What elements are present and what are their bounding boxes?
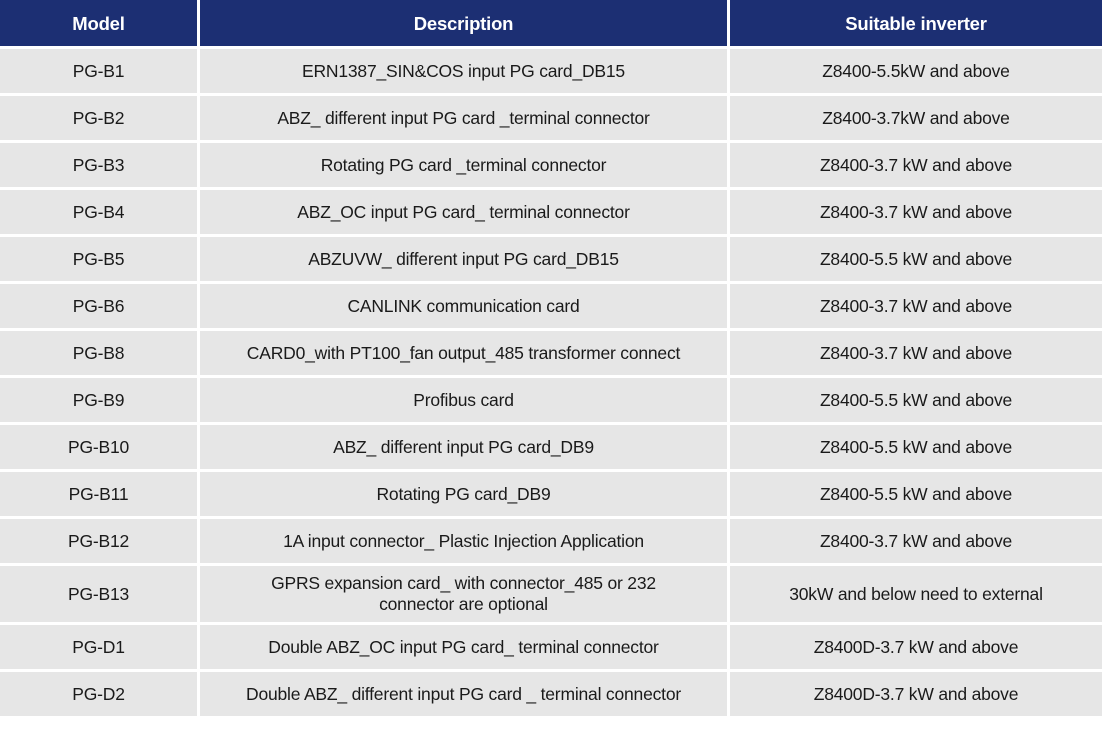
header-model: Model	[0, 0, 197, 46]
table-row	[0, 472, 1102, 519]
description-line	[271, 573, 656, 615]
table-row	[0, 237, 1102, 284]
table-header-row	[0, 0, 1102, 49]
model-cell: PG-B1	[0, 49, 197, 93]
description-cell: Rotating PG card_DB9	[200, 472, 727, 516]
description-cell: ABZ_ different input PG card _terminal connector	[200, 96, 727, 140]
table-row	[0, 672, 1102, 719]
inverter-cell: Z8400-5.5 kW and above	[730, 378, 1102, 422]
inverter-cell: Z8400-3.7 kW and above	[730, 143, 1102, 187]
model-cell: PG-B12	[0, 519, 197, 563]
inverter-cell: Z8400-3.7 kW and above	[730, 284, 1102, 328]
model-cell: PG-B6	[0, 284, 197, 328]
table-row	[0, 190, 1102, 237]
table-row	[0, 425, 1102, 472]
inverter-cell: Z8400-3.7 kW and above	[730, 331, 1102, 375]
description-cell: ABZ_ different input PG card_DB9	[200, 425, 727, 469]
description-cell: Profibus card	[200, 378, 727, 422]
header-description: Description	[200, 0, 727, 46]
inverter-cell: Z8400D-3.7 kW and above	[730, 625, 1102, 669]
model-cell: PG-B8	[0, 331, 197, 375]
model-cell: PG-B5	[0, 237, 197, 281]
model-cell: PG-B9	[0, 378, 197, 422]
table-row	[0, 519, 1102, 566]
table-row	[0, 143, 1102, 190]
header-suitable-inverter: Suitable inverter	[730, 0, 1102, 46]
description-cell: Double ABZ_OC input PG card_ terminal connector	[200, 625, 727, 669]
inverter-cell: Z8400-5.5kW and above	[730, 49, 1102, 93]
description-cell: Rotating PG card _terminal connector	[200, 143, 727, 187]
model-cell: PG-B10	[0, 425, 197, 469]
description-line-1: GPRS expansion card_ with connector_485 or 232	[271, 573, 656, 593]
table-row	[0, 566, 1102, 625]
table-body	[0, 49, 1102, 719]
inverter-cell: Z8400-5.5 kW and above	[730, 237, 1102, 281]
table-row	[0, 49, 1102, 96]
model-cell: PG-B3	[0, 143, 197, 187]
table-row	[0, 284, 1102, 331]
model-cell: PG-B4	[0, 190, 197, 234]
description-cell: CANLINK communication card	[200, 284, 727, 328]
inverter-cell: Z8400-5.5 kW and above	[730, 472, 1102, 516]
inverter-cell: Z8400-3.7 kW and above	[730, 519, 1102, 563]
table-row	[0, 96, 1102, 143]
table-row	[0, 625, 1102, 672]
table-row	[0, 378, 1102, 425]
description-cell: ERN1387_SIN&COS input PG card_DB15	[200, 49, 727, 93]
description-cell: ABZUVW_ different input PG card_DB15	[200, 237, 727, 281]
model-cell: PG-D2	[0, 672, 197, 716]
inverter-cell: Z8400-3.7kW and above	[730, 96, 1102, 140]
model-cell: PG-B13	[0, 566, 197, 622]
description-cell: ABZ_OC input PG card_ terminal connector	[200, 190, 727, 234]
model-cell: PG-B11	[0, 472, 197, 516]
description-cell: CARD0_with PT100_fan output_485 transformer connect	[200, 331, 727, 375]
inverter-cell: Z8400-5.5 kW and above	[730, 425, 1102, 469]
inverter-cell: 30kW and below need to external	[730, 566, 1102, 622]
description-cell	[200, 566, 727, 622]
table-row	[0, 331, 1102, 378]
model-cell: PG-D1	[0, 625, 197, 669]
description-cell: 1A input connector_ Plastic Injection Application	[200, 519, 727, 563]
inverter-cell: Z8400-3.7 kW and above	[730, 190, 1102, 234]
description-cell: Double ABZ_ different input PG card _ terminal connector	[200, 672, 727, 716]
inverter-cell: Z8400D-3.7 kW and above	[730, 672, 1102, 716]
model-cell: PG-B2	[0, 96, 197, 140]
description-line-2: connector are optional	[379, 594, 548, 614]
